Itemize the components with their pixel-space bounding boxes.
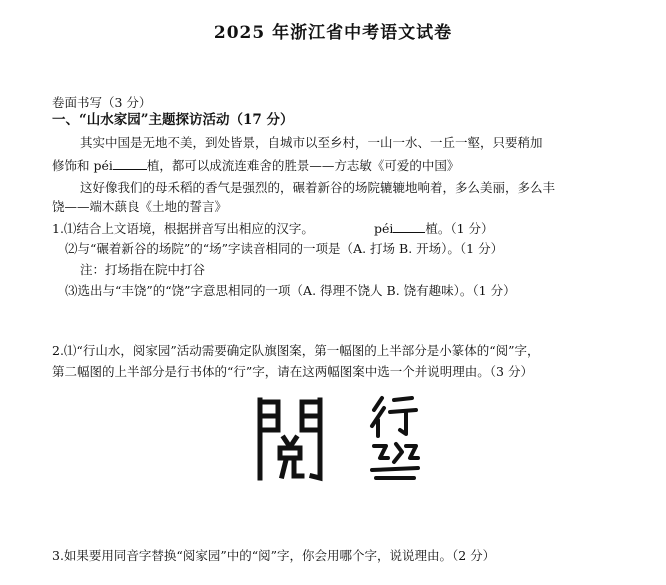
passage-2-line-1: 这好像我们的母禾稻的香气是强烈的，碾着新谷的场院辘辘地响着，多么美丽，多么丰 bbox=[80, 180, 556, 195]
handwriting-score-line: 卷面书写（3 分） bbox=[52, 95, 152, 110]
q1-answer-blank bbox=[393, 220, 425, 233]
q1-note: 注：打场指在院中打谷 bbox=[80, 262, 206, 277]
passage-1-line-2-end: 植，都可以成流连难舍的胜景——方志敏《可爱的中国》 bbox=[146, 158, 460, 173]
q3-line-1: 3.如果要用同音字替换“阅家园”中的“阅”字，你会用哪个字，说说理由。（2 分） bbox=[52, 548, 496, 563]
section-one-heading: 一、“山水家园”主题探访活动（17 分） bbox=[52, 112, 294, 128]
seal-script-yue-image bbox=[250, 392, 330, 482]
passage-1-line-2 bbox=[52, 157, 459, 174]
q1-part3: ⑶选出与“丰饶”的“饶”字意思相同的一项（A. 得理不饶人 B. 饶有趣味）。（1 分） bbox=[65, 283, 516, 298]
pinyin-blank bbox=[113, 157, 147, 170]
q1-part1 bbox=[52, 220, 494, 237]
q1-part2: ⑵与“碾着新谷的场院”的“场”字读音相同的一项是（A. 打场 B. 开场）。（1 分） bbox=[65, 241, 504, 256]
q2-line-2: 第二幅图的上半部分是行书体的“行”字，请在这两幅图案中选一个并说明理由。（3 分） bbox=[52, 364, 533, 379]
q2-line-1: 2.⑴“行山水，阅家园”活动需要确定队旗图案，第一幅图的上半部分是小篆体的“阅”字， bbox=[52, 343, 540, 358]
exam-title: 2025 年浙江省中考语文试卷 bbox=[213, 23, 453, 43]
q1-part1-prompt: 1.⑴结合上文语境，根据拼音写出相应的汉字。 bbox=[52, 221, 314, 236]
q1-part1-score: 植。（1 分） bbox=[425, 221, 494, 236]
passage-1-line-2-start: 修饰和 péi bbox=[52, 158, 113, 173]
q1-part1-pinyin: péi bbox=[373, 221, 394, 236]
passage-2-line-2: 饶——端木蕻良《土地的誓言》 bbox=[52, 199, 228, 214]
cursive-xing-image bbox=[366, 392, 424, 482]
passage-1-line-1: 其实中国是无地不美，到处皆景，自城市以至乡村，一山一水、一丘一壑，只要稍加 bbox=[80, 135, 543, 150]
